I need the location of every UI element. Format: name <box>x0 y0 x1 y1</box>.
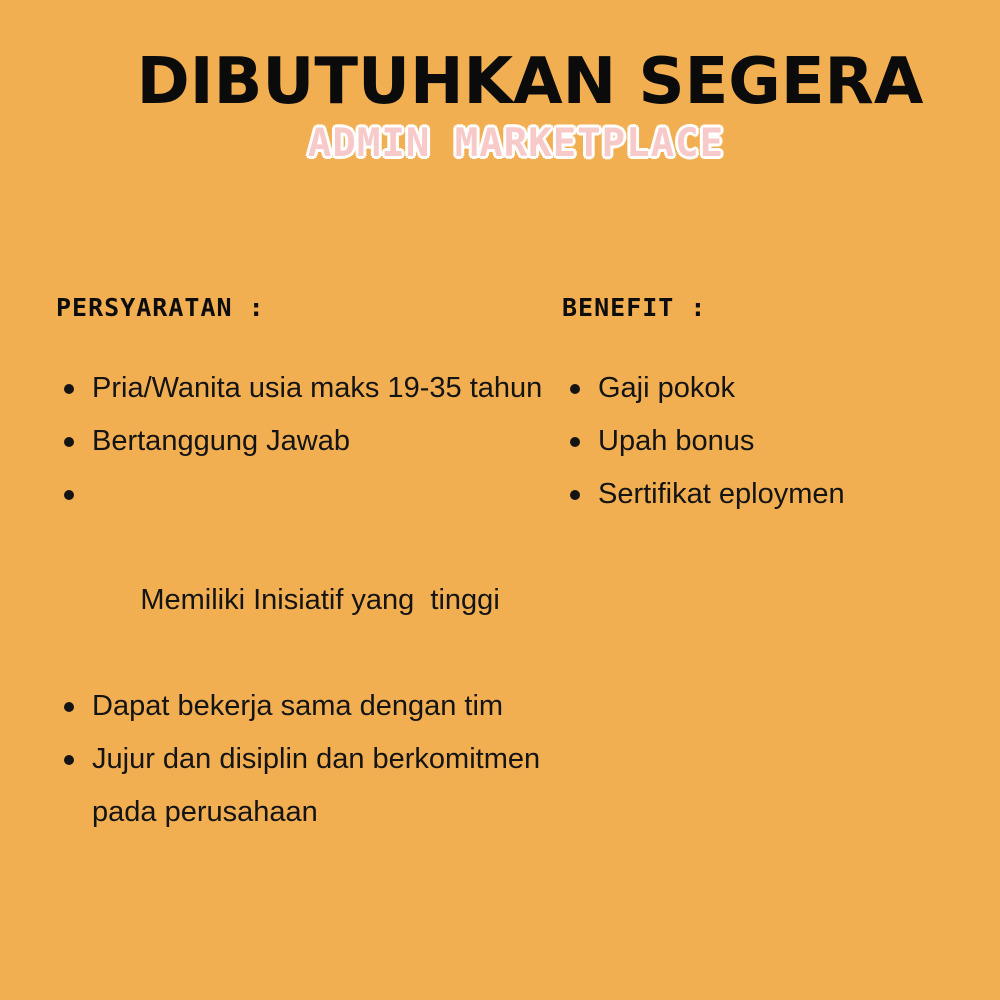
bullet-icon <box>570 384 580 394</box>
benefit-text: Gaji pokok <box>598 372 736 404</box>
bullet-icon <box>64 702 74 712</box>
benefit-item <box>562 415 962 468</box>
bullet-icon <box>64 437 74 447</box>
requirement-text: Memiliki Inisiatif yang tinggi <box>140 584 500 616</box>
requirement-item <box>56 733 546 839</box>
requirement-text: Jujur dan disiplin dan berkomitmen pada perusahaan <box>92 743 541 828</box>
bullet-icon <box>64 384 74 394</box>
benefit-text: Sertifikat eploymen <box>598 478 845 510</box>
benefits-heading: BENEFIT : <box>562 293 707 322</box>
bullet-icon <box>64 755 74 765</box>
requirement-text: Pria/Wanita usia maks 19-35 tahun <box>92 372 543 404</box>
benefit-item <box>562 362 962 415</box>
bullet-icon <box>570 490 580 500</box>
benefit-text: Upah bonus <box>598 425 755 457</box>
benefit-item <box>562 468 962 521</box>
requirement-text: Dapat bekerja sama dengan tim <box>92 690 504 722</box>
requirements-list <box>56 362 546 839</box>
requirement-item <box>56 415 546 468</box>
bullet-icon <box>570 437 580 447</box>
page-title: DIBUTUHKAN SEGERA <box>136 45 924 119</box>
benefits-list <box>562 362 962 521</box>
page-subtitle: ADMIN MARKETPLACE <box>307 121 725 166</box>
requirements-heading: PERSYARATAN : <box>56 293 265 322</box>
requirement-item <box>56 468 546 680</box>
requirement-item <box>56 680 546 733</box>
requirement-item <box>56 362 546 415</box>
requirements-section <box>56 290 546 839</box>
requirement-text: Bertanggung Jawab <box>92 425 350 457</box>
benefits-section <box>562 290 962 521</box>
bullet-icon <box>64 490 74 500</box>
